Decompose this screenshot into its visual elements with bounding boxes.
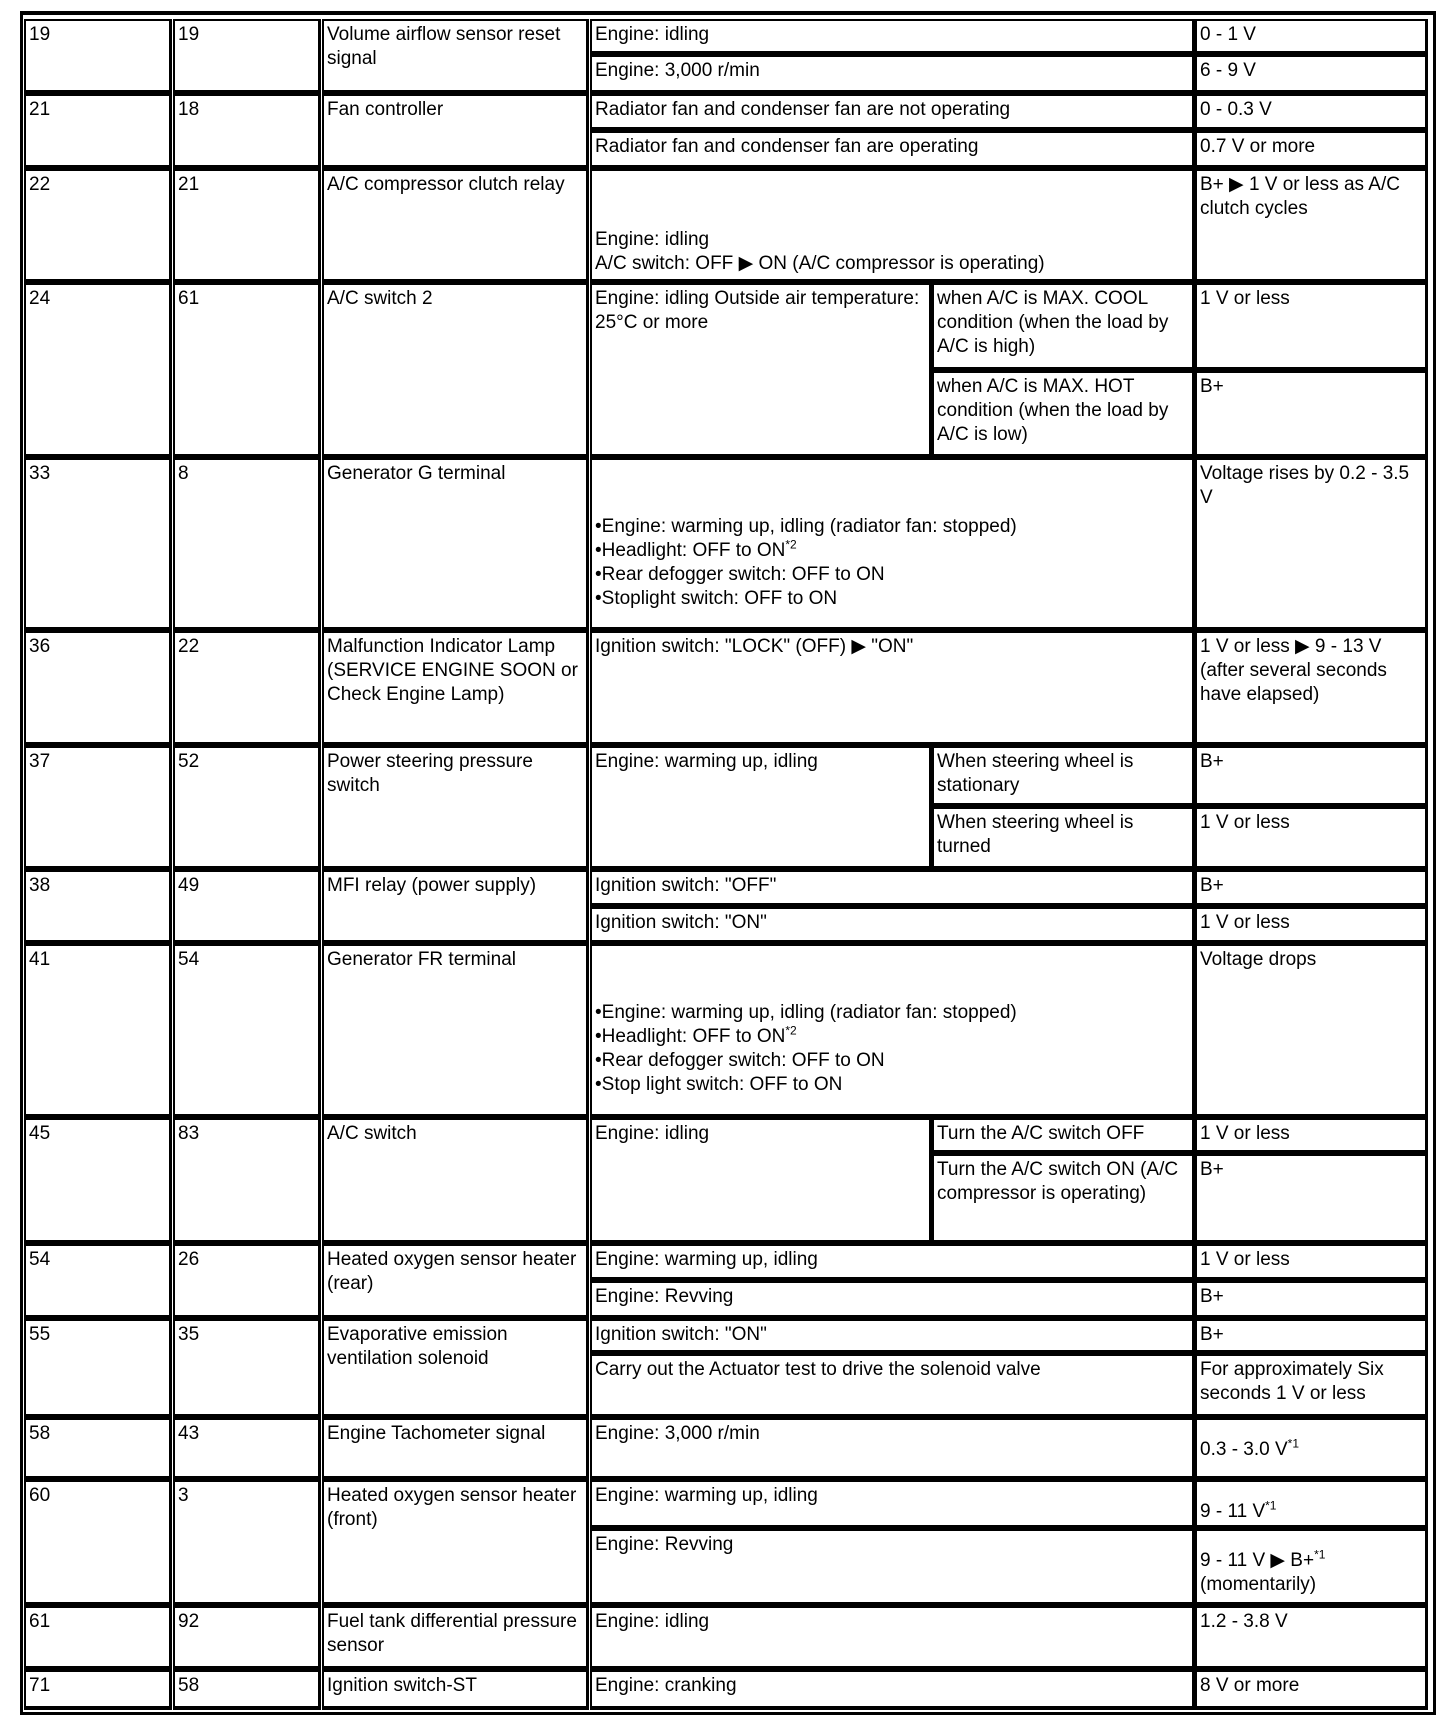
check-condition	[590, 870, 1195, 907]
terminal-a-label: 60	[29, 1485, 51, 1506]
check-value	[1195, 1118, 1428, 1154]
check-value	[1195, 1418, 1428, 1480]
terminal-a-label: 33	[29, 463, 51, 484]
condition-bullet	[595, 587, 1189, 611]
terminal-b-label: 3	[178, 1485, 189, 1506]
terminal-a-label: 45	[29, 1123, 51, 1144]
check-condition	[590, 19, 1195, 55]
condition-label: Radiator fan and condenser fan are not operating	[595, 99, 1011, 120]
check-value	[1195, 371, 1428, 458]
sub-condition	[932, 807, 1195, 870]
terminal-number-b	[173, 746, 321, 870]
terminal-number-a	[24, 870, 172, 944]
check-condition	[590, 55, 1195, 94]
check-condition	[590, 94, 1195, 131]
terminal-number-b	[173, 1118, 321, 1244]
check-condition	[590, 1606, 1195, 1670]
terminal-number-b	[173, 1606, 321, 1670]
signal-label: Heated oxygen sensor heater (rear)	[327, 1249, 577, 1294]
check-value	[1195, 807, 1428, 870]
terminal-number-b	[173, 1319, 321, 1418]
terminal-number-a	[24, 1118, 172, 1244]
terminal-number-a	[24, 631, 172, 746]
terminal-number-a	[24, 458, 172, 631]
check-value	[1195, 907, 1428, 944]
terminal-a-label: 24	[29, 288, 51, 309]
terminal-b-label: 35	[178, 1324, 200, 1345]
check-condition	[590, 1480, 1195, 1529]
check-value	[1195, 1354, 1428, 1418]
bullet-text: Engine: warming up, idling (radiator fan: stopped)	[601, 1002, 1017, 1023]
terminal-b-label: 92	[178, 1611, 200, 1632]
check-condition	[590, 131, 1195, 169]
check-value	[1195, 131, 1428, 169]
condition-label: Engine: Revving	[595, 1286, 734, 1307]
check-condition	[590, 283, 932, 458]
terminal-number-b	[173, 631, 321, 746]
terminal-b-label: 52	[178, 751, 200, 772]
condition-label: Engine: 3,000 r/min	[595, 60, 760, 81]
condition-bullet	[595, 539, 1189, 563]
signal-label: Generator G terminal	[327, 463, 506, 484]
footnote-mark: *1	[1314, 1547, 1326, 1562]
terminal-a-label: 37	[29, 751, 51, 772]
terminal-number-b	[173, 458, 321, 631]
condition-label: Engine: idling	[595, 1123, 710, 1144]
signal-label: Malfunction Indicator Lamp (SERVICE ENGINE SOON or Check Engine Lamp)	[327, 636, 578, 705]
condition-line: Engine: cranking	[595, 1675, 737, 1696]
sub-condition-label: Turn the A/C switch OFF	[937, 1123, 1145, 1144]
condition-bullet	[595, 1049, 1189, 1073]
terminal-number-a	[24, 1670, 172, 1710]
signal-label: A/C compressor clutch relay	[327, 174, 565, 195]
condition-label: Ignition switch: "OFF"	[595, 875, 777, 896]
terminal-number-b	[173, 1670, 321, 1710]
check-condition	[590, 746, 932, 870]
check-condition	[590, 1319, 1195, 1354]
voltage-value: Voltage rises by 0.2 - 3.5 V	[1200, 463, 1410, 508]
voltage-value: B+	[1200, 1159, 1224, 1180]
terminal-number-a	[24, 944, 172, 1118]
check-value	[1195, 1529, 1428, 1606]
terminal-number-b	[173, 169, 321, 283]
signal-label: A/C switch	[327, 1123, 417, 1144]
signal-name	[322, 944, 589, 1118]
terminal-a-label: 36	[29, 636, 51, 657]
condition-line: Ignition switch: "LOCK" (OFF) ▶ "ON"	[595, 636, 914, 657]
voltage-value: 1 V or less	[1200, 912, 1290, 933]
terminal-a-label: 22	[29, 174, 51, 195]
terminal-number-a	[24, 19, 172, 94]
voltage-value: 8 V or more	[1200, 1675, 1300, 1696]
signal-name	[322, 1670, 589, 1710]
terminal-number-a	[24, 283, 172, 458]
voltage-value: 0 - 0.3 V	[1200, 99, 1272, 120]
footnote-mark: *1	[1287, 1436, 1300, 1451]
terminal-b-label: 58	[178, 1675, 200, 1696]
sub-condition-label: Turn the A/C switch ON (A/C compressor is operating)	[937, 1159, 1179, 1204]
voltage-value: 9 - 11 V	[1200, 1501, 1266, 1522]
condition-label: Engine: idling Outside air temperature: 25°C or more	[595, 288, 920, 333]
signal-name	[322, 1118, 589, 1244]
signal-name	[322, 283, 589, 458]
signal-label: MFI relay (power supply)	[327, 875, 537, 896]
voltage-value: B+	[1200, 1324, 1224, 1345]
condition-line: Engine: 3,000 r/min	[595, 1423, 760, 1444]
signal-name	[322, 1319, 589, 1418]
check-value	[1195, 944, 1428, 1118]
voltage-value: B+	[1200, 751, 1224, 772]
bullet-text: Rear defogger switch: OFF to ON	[601, 564, 885, 585]
check-value	[1195, 169, 1428, 283]
terminal-a-label: 41	[29, 949, 51, 970]
check-value	[1195, 870, 1428, 907]
check-condition	[590, 1418, 1195, 1480]
check-value	[1195, 19, 1428, 55]
condition-label: Engine: warming up, idling	[595, 1249, 818, 1270]
terminal-a-label: 19	[29, 24, 51, 45]
terminal-b-label: 49	[178, 875, 200, 896]
signal-name	[322, 1244, 589, 1319]
condition-label: Engine: warming up, idling	[595, 1485, 818, 1506]
condition-label: Carry out the Actuator test to drive the solenoid valve	[595, 1359, 1041, 1380]
footnote-mark: *2	[785, 537, 797, 552]
check-condition	[590, 1281, 1195, 1319]
terminal-number-b	[173, 1480, 321, 1606]
signal-name	[322, 19, 589, 94]
terminal-b-label: 83	[178, 1123, 200, 1144]
signal-name	[322, 94, 589, 169]
sub-condition	[932, 371, 1195, 458]
terminal-number-a	[24, 1244, 172, 1319]
sub-condition	[932, 1154, 1195, 1244]
voltage-value: Voltage drops	[1200, 949, 1317, 970]
terminal-a-label: 55	[29, 1324, 51, 1345]
bullet-text: Rear defogger switch: OFF to ON	[601, 1050, 885, 1071]
terminal-number-a	[24, 169, 172, 283]
signal-name	[322, 1606, 589, 1670]
condition-label: Engine: warming up, idling	[595, 751, 818, 772]
condition-label: Engine: Revving	[595, 1534, 734, 1555]
condition-bullet	[595, 563, 1189, 587]
voltage-value: B+	[1200, 875, 1224, 896]
footnote-mark: *1	[1265, 1498, 1277, 1513]
signal-name	[322, 746, 589, 870]
terminal-b-label: 21	[178, 174, 200, 195]
terminal-b-label: 54	[178, 949, 200, 970]
check-value	[1195, 283, 1428, 371]
signal-label: Ignition switch-ST	[327, 1675, 477, 1696]
check-value	[1195, 1281, 1428, 1319]
condition-label: Ignition switch: "ON"	[595, 1324, 767, 1345]
check-condition	[590, 1118, 932, 1244]
terminal-b-label: 43	[178, 1423, 200, 1444]
condition-label: Radiator fan and condenser fan are operating	[595, 136, 979, 157]
check-value	[1195, 1244, 1428, 1281]
voltage-value: 1.2 - 3.8 V	[1200, 1611, 1288, 1632]
signal-label: A/C switch 2	[327, 288, 433, 309]
signal-name	[322, 631, 589, 746]
condition-bullet	[595, 1073, 1189, 1097]
voltage-value: 1 V or less	[1200, 1123, 1290, 1144]
voltage-value: B+ ▶ 1 V or less as A/C clutch cycles	[1200, 174, 1400, 219]
terminal-a-label: 38	[29, 875, 51, 896]
check-condition	[590, 458, 1195, 631]
check-condition	[590, 907, 1195, 944]
terminal-number-a	[24, 1480, 172, 1606]
voltage-value: 0.7 V or more	[1200, 136, 1316, 157]
terminal-number-b	[173, 94, 321, 169]
terminal-a-label: 58	[29, 1423, 51, 1444]
voltage-value: 0.3 - 3.0 V	[1200, 1439, 1288, 1460]
voltage-value: 1 V or less	[1200, 288, 1290, 309]
voltage-value: 9 - 11 V ▶ B+	[1200, 1550, 1315, 1571]
signal-label: Fan controller	[327, 99, 444, 120]
voltage-value: B+	[1200, 1286, 1224, 1307]
check-value	[1195, 1670, 1428, 1710]
check-value	[1195, 631, 1428, 746]
terminal-b-label: 22	[178, 636, 200, 657]
terminal-number-a	[24, 94, 172, 169]
signal-name	[322, 458, 589, 631]
signal-label: Generator FR terminal	[327, 949, 517, 970]
signal-name	[322, 870, 589, 944]
condition-label: Engine: idling	[595, 24, 710, 45]
terminal-b-label: 18	[178, 99, 200, 120]
bullet-text: Engine: warming up, idling (radiator fan: stopped)	[601, 516, 1017, 537]
voltage-value: 1 V or less	[1200, 1249, 1290, 1270]
sub-condition	[932, 283, 1195, 371]
signal-label: Evaporative emission ventilation solenoid	[327, 1324, 508, 1369]
bullet-text: Headlight: OFF to ON	[601, 1026, 786, 1047]
sub-condition-label: When steering wheel is turned	[937, 812, 1134, 857]
check-condition	[590, 169, 1195, 283]
terminal-number-b	[173, 944, 321, 1118]
condition-bullet	[595, 515, 1189, 539]
check-value	[1195, 1480, 1428, 1529]
terminal-b-label: 26	[178, 1249, 200, 1270]
terminal-a-label: 61	[29, 1611, 51, 1632]
sub-condition-label: When steering wheel is stationary	[937, 751, 1134, 796]
signal-label: Power steering pressure switch	[327, 751, 533, 796]
check-value	[1195, 94, 1428, 131]
check-value	[1195, 55, 1428, 94]
voltage-value-note: (momentarily)	[1200, 1574, 1317, 1595]
condition-line: Engine: idling	[595, 1611, 710, 1632]
voltage-value: 1 V or less ▶ 9 - 13 V (after several seconds have elapsed)	[1200, 636, 1387, 705]
condition-line: Engine: idling	[595, 229, 710, 250]
condition-bullet	[595, 1001, 1189, 1025]
sub-condition-label: when A/C is MAX. HOT condition (when the load by A/C is low)	[937, 376, 1169, 445]
bullet-text: Stoplight switch: OFF to ON	[601, 588, 838, 609]
bullet-text: Headlight: OFF to ON	[601, 540, 786, 561]
voltage-value: For approximately Six seconds 1 V or less	[1200, 1359, 1384, 1404]
terminal-b-label: 61	[178, 288, 200, 309]
check-condition	[590, 631, 1195, 746]
signal-name	[322, 1480, 589, 1606]
terminal-number-b	[173, 870, 321, 944]
signal-label: Heated oxygen sensor heater (front)	[327, 1485, 577, 1530]
check-value	[1195, 746, 1428, 807]
terminal-a-label: 71	[29, 1675, 51, 1696]
bullet-text: Stop light switch: OFF to ON	[601, 1074, 843, 1095]
check-condition	[590, 1670, 1195, 1710]
check-condition	[590, 944, 1195, 1118]
condition-bullet	[595, 1025, 1189, 1049]
signal-label: Volume airflow sensor reset signal	[327, 24, 561, 69]
terminal-b-label: 19	[178, 24, 200, 45]
terminal-number-b	[173, 19, 321, 94]
check-value	[1195, 1154, 1428, 1244]
terminal-number-a	[24, 1606, 172, 1670]
terminal-number-b	[173, 1244, 321, 1319]
footnote-mark: *2	[785, 1023, 797, 1038]
check-value	[1195, 1319, 1428, 1354]
condition-line: A/C switch: OFF ▶ ON (A/C compressor is operating)	[595, 253, 1045, 274]
terminal-b-label: 8	[178, 463, 189, 484]
signal-name	[322, 1418, 589, 1480]
check-condition	[590, 1529, 1195, 1606]
terminal-a-label: 21	[29, 99, 51, 120]
terminal-number-a	[24, 1319, 172, 1418]
check-condition	[590, 1354, 1195, 1418]
check-condition	[590, 1244, 1195, 1281]
voltage-value: 6 - 9 V	[1200, 60, 1256, 81]
terminal-number-a	[24, 746, 172, 870]
terminal-number-b	[173, 283, 321, 458]
check-value	[1195, 1606, 1428, 1670]
signal-label: Engine Tachometer signal	[327, 1423, 546, 1444]
condition-label: Ignition switch: "ON"	[595, 912, 767, 933]
voltage-value: B+	[1200, 376, 1224, 397]
signal-name	[322, 169, 589, 283]
terminal-number-b	[173, 1418, 321, 1480]
signal-label: Fuel tank differential pressure sensor	[327, 1611, 577, 1656]
check-value	[1195, 458, 1428, 631]
voltage-value: 0 - 1 V	[1200, 24, 1256, 45]
terminal-a-label: 54	[29, 1249, 51, 1270]
sub-condition	[932, 1118, 1195, 1154]
sub-condition-label: when A/C is MAX. COOL condition (when the load by A/C is high)	[937, 288, 1169, 357]
terminal-number-a	[24, 1418, 172, 1480]
voltage-value: 1 V or less	[1200, 812, 1290, 833]
sub-condition	[932, 746, 1195, 807]
